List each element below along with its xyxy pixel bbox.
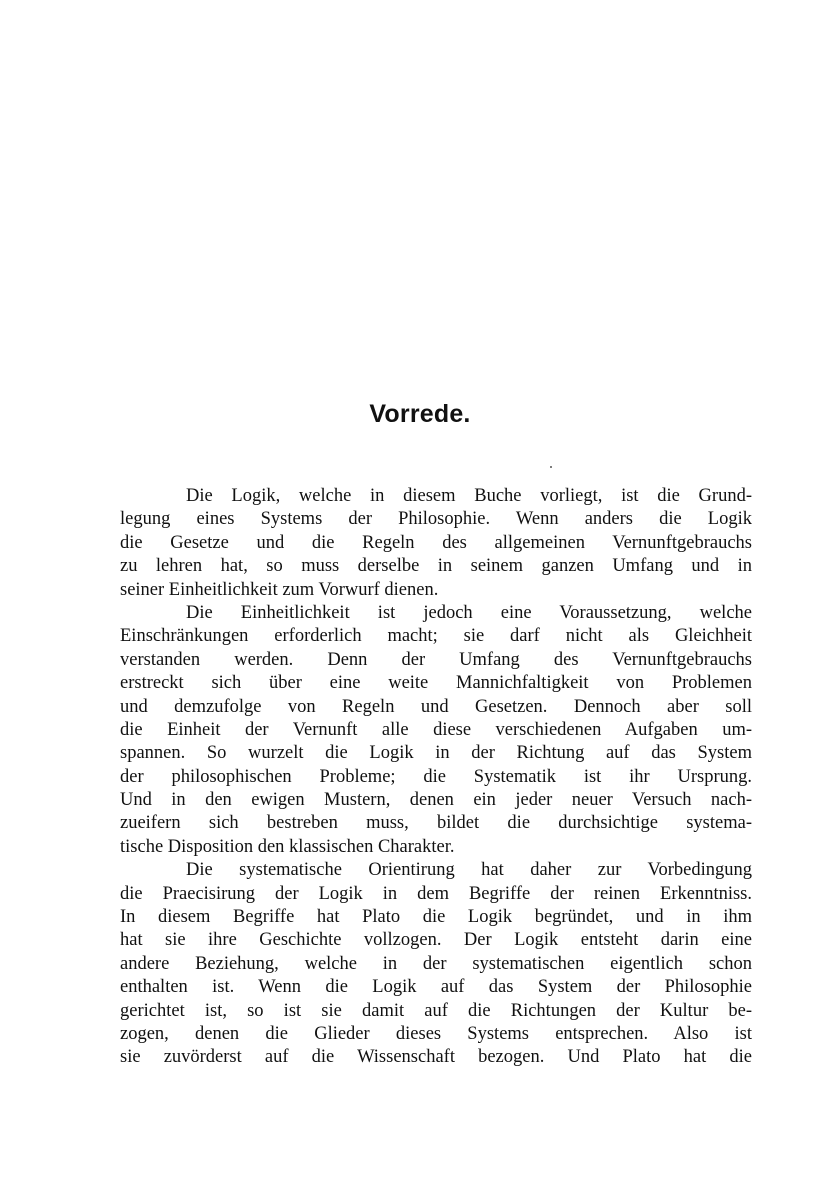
paragraph-2-line: tische Disposition den klassischen Charakter. <box>120 836 455 857</box>
paragraph-1-line: Die Logik, welche in diesem Buche vorliegt, ist die Grund- <box>186 486 752 506</box>
paragraph-3-line: enthalten ist. Wenn die Logik auf das System der Philosophie <box>120 977 752 998</box>
paragraph-3-line: In diesem Begriffe hat Plato die Logik begründet, und in ihm <box>120 907 752 928</box>
paragraph-3-line: gerichtet ist, so ist sie damit auf die Richtungen der Kultur be- <box>120 1000 752 1021</box>
paragraph-3-line: andere Beziehung, welche in der systematischen eigentlich schon <box>120 953 752 974</box>
paragraph-2-line: der philosophischen Probleme; die Systematik ist ihr Ursprung. <box>120 766 752 787</box>
paragraph-1-line: legung eines Systems der Philosophie. Wenn anders die Logik <box>120 509 752 530</box>
paragraph-3-line: die Praecisirung der Logik in dem Begriffe der reinen Erkenntniss. <box>120 883 752 904</box>
ink-speck <box>550 466 552 468</box>
paragraph-2-line: Einschränkungen erforderlich macht; sie darf nicht als Gleichheit <box>120 626 752 647</box>
page-title: Vorrede. <box>369 400 471 428</box>
paragraph-2-line: zueifern sich bestreben muss, bildet die durchsichtige systema- <box>120 813 752 834</box>
paragraph-1-line: seiner Einheitlichkeit zum Vorwurf dienen. <box>120 579 439 600</box>
paragraph-2-line: Und in den ewigen Mustern, denen ein jeder neuer Versuch nach- <box>120 790 752 811</box>
paragraph-1-line: zu lehren hat, so muss derselbe in seinem ganzen Umfang und in <box>120 556 752 577</box>
paragraph-2-line: Die Einheitlichkeit ist jedoch eine Voraussetzung, welche <box>186 602 752 623</box>
paragraph-3-line: zogen, denen die Glieder dieses Systems entsprechen. Also ist <box>120 1023 752 1044</box>
paragraph-3-line: Die systematische Orientirung hat daher zur Vorbedingung <box>186 860 752 881</box>
paragraph-2-line: verstanden werden. Denn der Umfang des Vernunftgebrauchs <box>120 649 752 670</box>
paragraph-2-line: die Einheit der Vernunft alle diese verschiedenen Aufgaben um- <box>120 719 752 740</box>
paragraph-2-line: erstreckt sich über eine weite Mannichfaltigkeit von Problemen <box>120 673 752 694</box>
paragraph-1-line: die Gesetze und die Regeln des allgemeinen Vernunftgebrauchs <box>120 532 752 553</box>
paragraph-3-line: hat sie ihre Geschichte vollzogen. Der Logik entsteht darin eine <box>120 930 752 951</box>
paragraph-2-line: spannen. So wurzelt die Logik in der Richtung auf das System <box>120 743 752 764</box>
paragraph-3-line: sie zuvörderst auf die Wissenschaft bezogen. Und Plato hat die <box>120 1047 752 1068</box>
paragraph-2-line: und demzufolge von Regeln und Gesetzen. Dennoch aber soll <box>120 696 752 717</box>
body-text <box>120 485 752 1070</box>
